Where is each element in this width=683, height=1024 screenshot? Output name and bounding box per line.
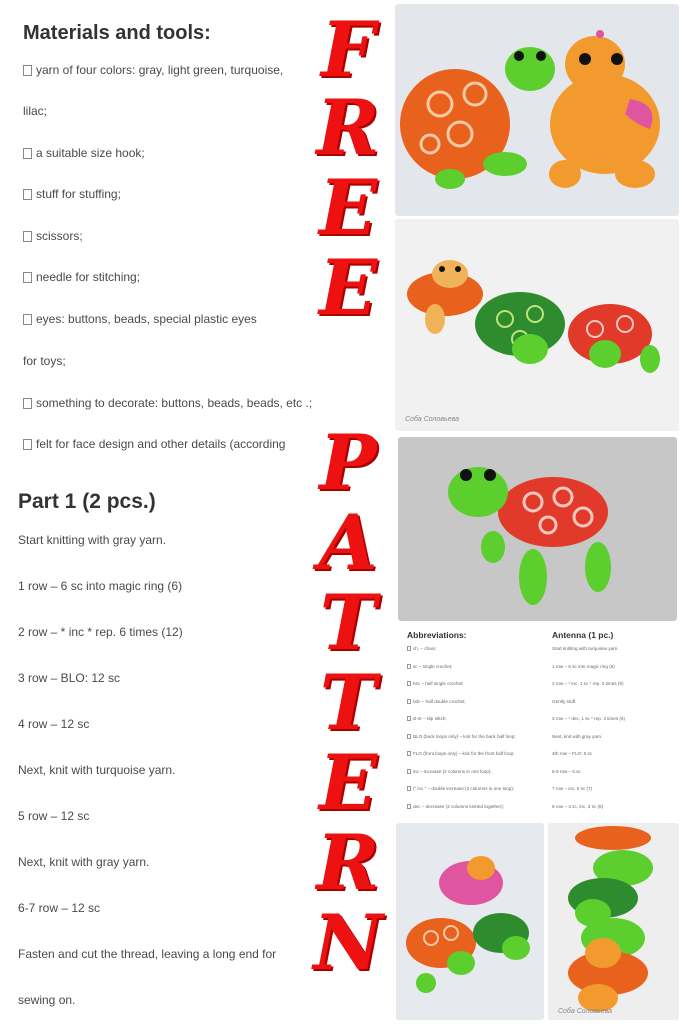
material-item: yarn of four colors: gray, light green, turquoise,: [23, 63, 283, 77]
banner-letter: E: [319, 163, 377, 252]
missing-glyph-icon: [23, 148, 32, 159]
photo-signature: Соба Соловьева: [405, 416, 459, 423]
abbreviations-heading: Abbreviations:: [407, 630, 467, 640]
pattern-line: 2 row – * inc * rep. 6 times (12): [18, 625, 183, 639]
material-item: stuff for stuffing;: [23, 187, 121, 201]
photo-signature: Соба Соловьева: [558, 1008, 612, 1015]
abbreviations-column: [407, 630, 547, 821]
banner-letter: T: [319, 578, 377, 667]
abbreviation-item: hsc – half single crochet;: [407, 681, 547, 699]
antenna-line: 2 row – * inc, 1 sc * rep. 3 times (9): [552, 681, 624, 686]
pattern-line: Next, knit with gray yarn.: [18, 855, 150, 869]
missing-glyph-icon: [23, 189, 32, 200]
material-item: felt for face design and other details (according: [23, 437, 285, 451]
antenna-line: Gently stuff.: [552, 698, 577, 704]
banner-letter: N: [313, 898, 383, 987]
abbreviation-item: inc – increase (2 columns in one loop);: [407, 769, 547, 787]
material-item: eyes: buttons, beads, special plastic eyes: [23, 312, 257, 326]
abbreviation-item: sc – single crochet;: [407, 664, 547, 682]
abbreviation-item: FLO (front loops only) – knit for the front half loop;: [407, 751, 547, 769]
pattern-line: 4 row – 12 sc: [18, 717, 90, 731]
missing-glyph-icon: [23, 314, 32, 325]
pattern-line: 5 row – 12 sc: [18, 809, 90, 823]
antenna-line: 3 row – * dec, 1 sc * rep. 3 times (6): [552, 716, 626, 721]
materials-heading: Materials and tools:: [23, 22, 211, 44]
abbreviation-item: (" inc " – double increase (3 columns in one loop);: [407, 786, 547, 804]
banner-letter: E: [319, 738, 377, 827]
turtle-photo-2: [395, 219, 679, 431]
antenna-heading: Antenna (1 pc.): [552, 630, 614, 640]
abbreviation-item: hdc – half double crochet;: [407, 699, 547, 717]
antenna-line: Start knitting with turquoise yarn.: [552, 646, 619, 651]
abbreviation-item: dec – decrease (2 columns knitted together);: [407, 804, 547, 822]
missing-glyph-icon: [23, 398, 32, 409]
material-item: scissors;: [23, 229, 83, 243]
pattern-line: Fasten and cut the thread, leaving a long end for: [18, 947, 277, 961]
abbreviation-item: ch. – chain;: [407, 646, 547, 664]
banner-letter: F: [321, 5, 375, 94]
material-item: lilac;: [23, 104, 48, 118]
antenna-line: Next, knit with gray yarn.: [552, 733, 603, 739]
turtle-photo-4: [396, 823, 544, 1020]
banner-letter: T: [319, 658, 377, 747]
antenna-line: 5-6 row – 6 sc: [552, 768, 581, 774]
banner-letter: R: [316, 83, 380, 172]
pattern-line: Next, knit with turquoise yarn.: [18, 763, 176, 777]
abbreviation-item: BLO (back loops only) – knit for the back half loop;: [407, 734, 547, 752]
material-item: needle for stitching;: [23, 270, 140, 284]
text-column: [0, 0, 313, 1024]
banner-letter: E: [319, 243, 377, 332]
missing-glyph-icon: [23, 272, 32, 283]
pattern-line: 3 row – BLO: 12 sc: [18, 671, 121, 685]
antenna-column: [552, 630, 677, 821]
antenna-line: 4th row – FLO: 6 sc: [552, 751, 593, 756]
missing-glyph-icon: [23, 231, 32, 242]
missing-glyph-icon: [23, 65, 32, 76]
material-item: a suitable size hook;: [23, 146, 145, 160]
abbreviations-panel: [398, 630, 680, 820]
abbreviation-item: sl-st – slip stitch;: [407, 716, 547, 734]
antenna-line: 8 row – 3 sc, inc, 3 sc (8): [552, 803, 604, 809]
antenna-line: 7 row – inc, 5 sc (7): [552, 786, 593, 791]
free-pattern-banner: [308, 0, 388, 1024]
banner-letter: R: [316, 818, 380, 907]
banner-letter: A: [318, 498, 378, 587]
material-item: for toys;: [23, 354, 66, 368]
pattern-line: Start knitting with gray yarn.: [18, 533, 167, 547]
turtle-photo-5: [548, 823, 679, 1020]
pattern-line: 6-7 row – 12 sc: [18, 901, 101, 915]
missing-glyph-icon: [23, 439, 32, 450]
part1-heading: Part 1 (2 pcs.): [18, 490, 156, 513]
antenna-line: 1 row – 6 sc into magic ring (6): [552, 663, 615, 669]
banner-letter: P: [319, 418, 377, 507]
pattern-line: sewing on.: [18, 993, 76, 1007]
pattern-line: 1 row – 6 sc into magic ring (6): [18, 579, 183, 593]
turtle-photo-1: [395, 4, 679, 216]
material-item: something to decorate: buttons, beads, beads, etc .;: [23, 396, 312, 410]
turtle-photo-3: [398, 437, 677, 621]
